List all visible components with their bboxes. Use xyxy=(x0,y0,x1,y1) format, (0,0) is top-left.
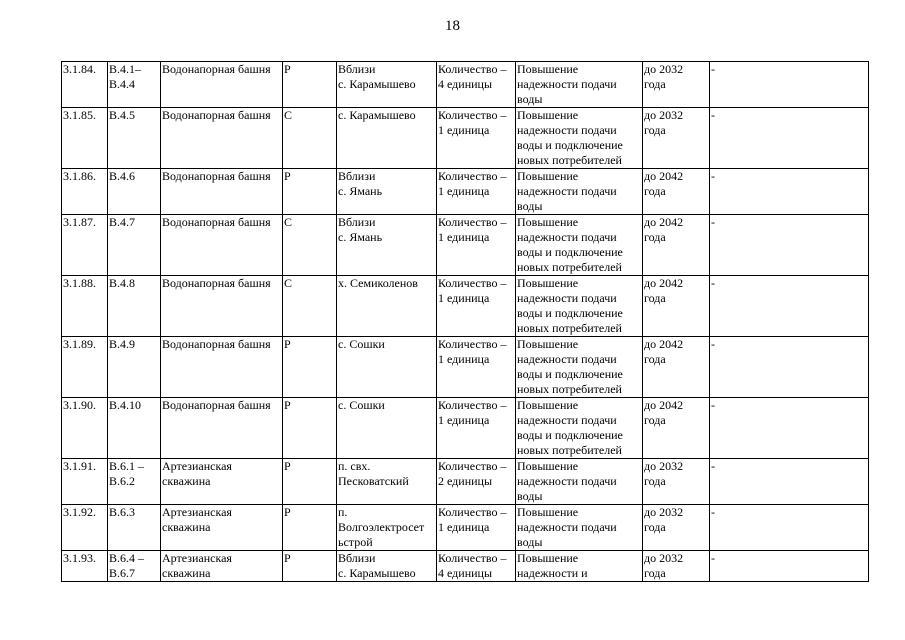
cell-goal-line: новых потребителей xyxy=(517,153,622,167)
cell-object-name-line: Водонапорная башня xyxy=(162,62,271,76)
cell-quantity xyxy=(437,276,516,337)
cell-object-name-line: Артезианская xyxy=(162,551,232,565)
cell-code-line: В.6.4 – xyxy=(109,551,145,565)
cell-location xyxy=(337,337,437,398)
cell-number: 3.1.86. xyxy=(62,169,108,215)
cell-term-line: до 2042 xyxy=(644,398,684,412)
cell-term xyxy=(643,505,710,551)
cell-note: - xyxy=(710,459,869,505)
cell-location xyxy=(337,459,437,505)
cell-goal-line: Повышение xyxy=(517,459,579,473)
cell-code xyxy=(108,551,161,582)
cell-note: - xyxy=(710,505,869,551)
cell-quantity-line: 1 единица xyxy=(438,413,490,427)
table-row xyxy=(62,169,869,215)
cell-code-line: В.6.2 xyxy=(109,474,136,488)
cell-code-line: В.4.10 xyxy=(109,398,142,412)
cell-goal-line: надежности подачи xyxy=(517,520,617,534)
cell-goal-line: надежности подачи xyxy=(517,184,617,198)
cell-goal xyxy=(516,215,643,276)
cell-location-line: Вблизи xyxy=(338,551,376,565)
cell-quantity-line: Количество – xyxy=(438,551,507,565)
cell-object-name xyxy=(161,337,283,398)
cell-code xyxy=(108,169,161,215)
cell-quantity-line: Количество – xyxy=(438,169,507,183)
cell-goal xyxy=(516,505,643,551)
cell-quantity-line: 4 единицы xyxy=(438,77,493,91)
cell-location-line: с. Сошки xyxy=(338,398,385,412)
cell-quantity-line: 2 единицы xyxy=(438,474,493,488)
cell-note: - xyxy=(710,169,869,215)
cell-location-line: п. свх. xyxy=(338,459,371,473)
cell-goal-line: Повышение xyxy=(517,169,579,183)
cell-quantity xyxy=(437,169,516,215)
cell-location-line: ьстрой xyxy=(338,535,373,549)
cell-code-line: В.4.8 xyxy=(109,276,136,290)
cell-object-name xyxy=(161,215,283,276)
cell-object-name xyxy=(161,398,283,459)
cell-type: Р xyxy=(283,169,337,215)
cell-code xyxy=(108,62,161,108)
cell-quantity-line: Количество – xyxy=(438,215,507,229)
cell-term-line: до 2042 xyxy=(644,337,684,351)
cell-code-line: В.4.6 xyxy=(109,169,136,183)
cell-number: 3.1.92. xyxy=(62,505,108,551)
cell-goal-line: надежности подачи xyxy=(517,123,617,137)
cell-note: - xyxy=(710,551,869,582)
cell-number: 3.1.87. xyxy=(62,215,108,276)
cell-code xyxy=(108,398,161,459)
cell-goal-line: воды xyxy=(517,535,543,549)
cell-object-name-line: Водонапорная башня xyxy=(162,337,271,351)
cell-quantity xyxy=(437,398,516,459)
cell-term xyxy=(643,108,710,169)
table-row xyxy=(62,337,869,398)
cell-term-line: до 2032 xyxy=(644,459,684,473)
cell-location-line: с. Ямань xyxy=(338,230,383,244)
cell-number: 3.1.90. xyxy=(62,398,108,459)
cell-quantity xyxy=(437,459,516,505)
cell-location-line: х. Семиколенов xyxy=(338,276,418,290)
cell-quantity-line: Количество – xyxy=(438,459,507,473)
cell-number: 3.1.91. xyxy=(62,459,108,505)
table-row xyxy=(62,62,869,108)
cell-location xyxy=(337,215,437,276)
cell-goal xyxy=(516,62,643,108)
cell-goal-line: надежности подачи xyxy=(517,474,617,488)
cell-code xyxy=(108,108,161,169)
cell-note: - xyxy=(710,108,869,169)
cell-term xyxy=(643,398,710,459)
cell-object-name-line: Водонапорная башня xyxy=(162,398,271,412)
cell-code-line: В.6.1 – xyxy=(109,459,145,473)
cell-term-line: года xyxy=(644,352,666,366)
cell-term-line: года xyxy=(644,520,666,534)
table-row xyxy=(62,215,869,276)
table-row xyxy=(62,398,869,459)
cell-goal-line: надежности подачи xyxy=(517,352,617,366)
cell-quantity-line: 1 единица xyxy=(438,230,490,244)
cell-term-line: до 2032 xyxy=(644,505,684,519)
cell-term-line: года xyxy=(644,474,666,488)
cell-term xyxy=(643,276,710,337)
cell-code xyxy=(108,337,161,398)
cell-code-line: В.4.1– xyxy=(109,62,142,76)
cell-location xyxy=(337,62,437,108)
cell-object-name-line: скважина xyxy=(162,474,211,488)
cell-goal-line: надежности подачи xyxy=(517,413,617,427)
cell-quantity-line: 1 единица xyxy=(438,352,490,366)
cell-quantity-line: 1 единица xyxy=(438,291,490,305)
cell-number: 3.1.85. xyxy=(62,108,108,169)
cell-quantity-line: 4 единицы xyxy=(438,566,493,580)
cell-goal-line: Повышение xyxy=(517,398,579,412)
cell-type: С xyxy=(283,276,337,337)
cell-term xyxy=(643,459,710,505)
cell-location xyxy=(337,169,437,215)
cell-code xyxy=(108,276,161,337)
cell-goal-line: новых потребителей xyxy=(517,321,622,335)
cell-location xyxy=(337,398,437,459)
cell-note: - xyxy=(710,398,869,459)
table-row xyxy=(62,276,869,337)
cell-goal xyxy=(516,551,643,582)
cell-object-name xyxy=(161,505,283,551)
cell-location-line: с. Карамышево xyxy=(338,566,416,580)
cell-goal-line: воды и подключение xyxy=(517,138,623,152)
cell-goal-line: воды и подключение xyxy=(517,367,623,381)
cell-type: Р xyxy=(283,337,337,398)
cell-goal-line: надежности и xyxy=(517,566,588,580)
cell-location-line: Вблизи xyxy=(338,215,376,229)
cell-goal-line: Повышение xyxy=(517,62,579,76)
cell-goal-line: воды и подключение xyxy=(517,428,623,442)
cell-code xyxy=(108,459,161,505)
cell-quantity xyxy=(437,62,516,108)
cell-quantity-line: 1 единица xyxy=(438,520,490,534)
cell-type: Р xyxy=(283,505,337,551)
cell-goal xyxy=(516,398,643,459)
cell-term-line: до 2032 xyxy=(644,62,684,76)
cell-term-line: до 2042 xyxy=(644,169,684,183)
cell-location-line: п. xyxy=(338,505,348,519)
cell-term-line: до 2042 xyxy=(644,276,684,290)
cell-quantity-line: Количество – xyxy=(438,108,507,122)
cell-object-name-line: Артезианская xyxy=(162,505,232,519)
cell-goal-line: Повышение xyxy=(517,551,579,565)
cell-goal-line: воды и подключение xyxy=(517,306,623,320)
cell-object-name xyxy=(161,459,283,505)
cell-number: 3.1.84. xyxy=(62,62,108,108)
cell-type: Р xyxy=(283,551,337,582)
cell-object-name xyxy=(161,276,283,337)
cell-location-line: Вблизи xyxy=(338,169,376,183)
cell-goal xyxy=(516,169,643,215)
cell-location xyxy=(337,276,437,337)
cell-quantity xyxy=(437,505,516,551)
cell-term-line: до 2042 xyxy=(644,215,684,229)
table-row xyxy=(62,459,869,505)
cell-goal-line: новых потребителей xyxy=(517,443,622,457)
cell-goal xyxy=(516,276,643,337)
cell-type: С xyxy=(283,108,337,169)
cell-quantity-line: Количество – xyxy=(438,62,507,76)
cell-code xyxy=(108,215,161,276)
cell-goal-line: новых потребителей xyxy=(517,382,622,396)
cell-location-line: Вблизи xyxy=(338,62,376,76)
cell-object-name-line: Водонапорная башня xyxy=(162,276,271,290)
cell-quantity-line: Количество – xyxy=(438,276,507,290)
cell-goal-line: Повышение xyxy=(517,505,579,519)
cell-term xyxy=(643,215,710,276)
cell-note: - xyxy=(710,337,869,398)
cell-goal-line: Повышение xyxy=(517,337,579,351)
cell-term-line: года xyxy=(644,77,666,91)
cell-quantity-line: Количество – xyxy=(438,505,507,519)
page-number: 18 xyxy=(445,18,460,34)
cell-term-line: года xyxy=(644,230,666,244)
cell-goal-line: воды xyxy=(517,199,543,213)
cell-location-line: с. Карамышево xyxy=(338,108,416,122)
cell-goal-line: Повышение xyxy=(517,215,579,229)
cell-term-line: до 2032 xyxy=(644,551,684,565)
cell-object-name xyxy=(161,551,283,582)
cell-term-line: года xyxy=(644,413,666,427)
cell-quantity-line: Количество – xyxy=(438,337,507,351)
cell-goal-line: воды и подключение xyxy=(517,245,623,259)
facilities-table xyxy=(61,61,869,582)
cell-object-name-line: скважина xyxy=(162,566,211,580)
cell-location-line: Волгоэлектросет xyxy=(338,520,425,534)
cell-type: С xyxy=(283,215,337,276)
cell-number: 3.1.93. xyxy=(62,551,108,582)
cell-object-name-line: Артезианская xyxy=(162,459,232,473)
cell-goal xyxy=(516,108,643,169)
cell-object-name-line: скважина xyxy=(162,520,211,534)
cell-code-line: В.6.7 xyxy=(109,566,136,580)
cell-note: - xyxy=(710,276,869,337)
cell-quantity-line: 1 единица xyxy=(438,184,490,198)
cell-term-line: года xyxy=(644,123,666,137)
table-row xyxy=(62,551,869,582)
cell-location-line: с. Карамышево xyxy=(338,77,416,91)
cell-location-line: Песковатский xyxy=(338,474,409,488)
cell-number: 3.1.89. xyxy=(62,337,108,398)
cell-type: Р xyxy=(283,398,337,459)
cell-goal-line: Повышение xyxy=(517,108,579,122)
cell-goal-line: надежности подачи xyxy=(517,230,617,244)
cell-object-name-line: Водонапорная башня xyxy=(162,169,271,183)
cell-term xyxy=(643,62,710,108)
cell-location xyxy=(337,108,437,169)
cell-term-line: года xyxy=(644,291,666,305)
cell-quantity xyxy=(437,215,516,276)
cell-goal-line: воды xyxy=(517,92,543,106)
cell-term-line: года xyxy=(644,184,666,198)
cell-goal-line: надежности подачи xyxy=(517,77,617,91)
cell-location xyxy=(337,551,437,582)
cell-quantity-line: Количество – xyxy=(438,398,507,412)
table-row xyxy=(62,108,869,169)
cell-term-line: года xyxy=(644,566,666,580)
cell-note: - xyxy=(710,62,869,108)
cell-term xyxy=(643,169,710,215)
cell-object-name-line: Водонапорная башня xyxy=(162,108,271,122)
cell-type: Р xyxy=(283,62,337,108)
cell-term-line: до 2032 xyxy=(644,108,684,122)
cell-code-line: В.4.7 xyxy=(109,215,136,229)
cell-goal-line: надежности подачи xyxy=(517,291,617,305)
cell-object-name xyxy=(161,62,283,108)
cell-goal-line: новых потребителей xyxy=(517,260,622,274)
cell-object-name xyxy=(161,108,283,169)
cell-term xyxy=(643,337,710,398)
cell-goal xyxy=(516,459,643,505)
cell-term xyxy=(643,551,710,582)
cell-code-line: В.4.5 xyxy=(109,108,136,122)
cell-code-line: В.6.3 xyxy=(109,505,136,519)
table-row xyxy=(62,505,869,551)
cell-quantity xyxy=(437,108,516,169)
cell-location-line: с. Ямань xyxy=(338,184,383,198)
cell-quantity-line: 1 единица xyxy=(438,123,490,137)
cell-object-name xyxy=(161,169,283,215)
cell-quantity xyxy=(437,337,516,398)
cell-type: Р xyxy=(283,459,337,505)
cell-code-line: В.4.4 xyxy=(109,77,136,91)
cell-location-line: с. Сошки xyxy=(338,337,385,351)
cell-code-line: В.4.9 xyxy=(109,337,136,351)
cell-goal xyxy=(516,337,643,398)
cell-note: - xyxy=(710,215,869,276)
cell-number: 3.1.88. xyxy=(62,276,108,337)
cell-goal-line: воды xyxy=(517,489,543,503)
cell-quantity xyxy=(437,551,516,582)
table-body xyxy=(62,62,869,582)
cell-location xyxy=(337,505,437,551)
cell-object-name-line: Водонапорная башня xyxy=(162,215,271,229)
cell-code xyxy=(108,505,161,551)
cell-goal-line: Повышение xyxy=(517,276,579,290)
